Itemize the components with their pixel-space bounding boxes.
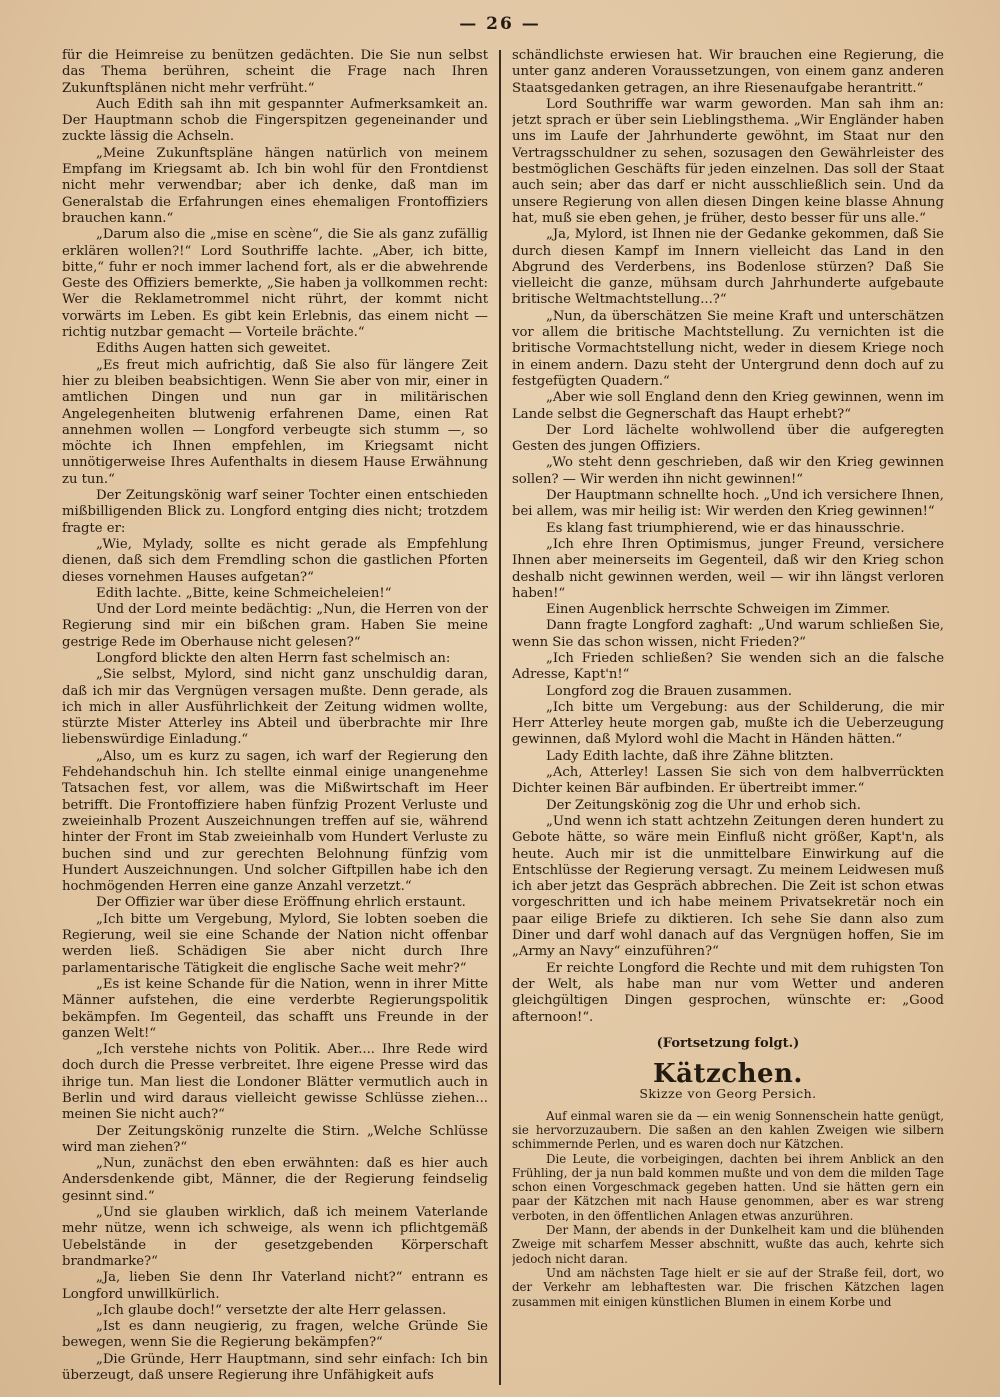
story-body <box>512 1109 944 1309</box>
paragraph: Der Zeitungskönig runzelte die Stirn. „Welche Schlüsse wird man ziehen?“ <box>62 1123 488 1155</box>
paragraph: Er reichte Longford die Rechte und mit dem ruhigsten Ton der Welt, als habe man nur vom Wetter und anderen gleichgültigen Dingen gesprochen, wünschte er: „Good afternoon!“. <box>512 960 944 1025</box>
paragraph: „Ich ehre Ihren Optimismus, junger Freund, versichere Ihnen aber meinerseits im Gegenteil, daß wir den Krieg schon deshalb nicht gewinnen werden, weil — wir ihn längst verloren haben!“ <box>512 536 944 601</box>
paragraph: „Die Gründe, Herr Hauptmann, sind sehr einfach: Ich bin überzeugt, daß unsere Regierung ihre Unfähigkeit aufs <box>62 1351 488 1384</box>
paragraph: „Darum also die „mise en scène“, die Sie als ganz zufällig erklären wollen?!“ Lord Southriffe lachte. „Aber, ich bitte, bitte,“ fuhr er noch immer lachend fort, als er die abwehrende Geste des Offiziers bemerkte, „Sie haben ja vollkommen recht: Wer die Reklametrommel nicht rührt, der kommt nicht vorwärts im Leben. Es gibt kein Erlebnis, das einem nicht — richtig nutzbar gemacht — Vorteile brächte.“ <box>62 227 488 341</box>
paragraph: „Wo steht denn geschrieben, daß wir den Krieg gewinnen sollen? — Wir werden ihn nicht gewinnen!“ <box>512 455 944 487</box>
paragraph: Es klang fast triumphierend, wie er das hinausschrie. <box>546 520 905 536</box>
paragraph: Longford zog die Brauen zusammen. <box>546 683 792 699</box>
paragraph: „Ich bitte um Vergebung, Mylord, Sie lobten soeben die Regierung, weil sie eine Schande der Nation nicht offenbar werden ließ. Schädigen Sie aber nicht durch Ihre parlamentarische Tätigkeit die englische Sache weit mehr?“ <box>62 911 488 976</box>
paragraph: Einen Augenblick herrschte Schweigen im Zimmer. <box>546 602 891 618</box>
paragraph: Lord Southriffe war warm geworden. Man sah ihm an: jetzt sprach er über sein Lieblingsthema. „Wir Engländer haben uns im Laufe der Jahrhunderte gewöhnt, im Staat nur den Vertragsschuldner zu sehen, sozusagen den Gewährleister des bestmöglichen Geschäfts für jeden einzelnen. Das soll der Staat auch sein; aber das darf er nicht ausschließlich sein. Und da unsere Regierung von allen diesen Dingen keine blasse Ahnung hat, muß sie eben gehen, je früher, desto besser für uns alle.“ <box>512 96 944 226</box>
paragraph: Der Offizier war über diese Eröffnung ehrlich erstaunt. <box>96 895 466 911</box>
paragraph: „Sie selbst, Mylord, sind nicht ganz unschuldig daran, daß ich mir das Vergnügen versagen mußte. Denn gerade, als ich mich in aller Ausführlichkeit der Zeitung widmen wollte, stürzte Mister Atterley ins Abteil und überbrachte mir Ihre liebenswürdige Einladung.“ <box>62 667 488 748</box>
paragraph: „Also, um es kurz zu sagen, ich warf der Regierung den Fehdehandschuh hin. Ich stellte einmal einige unangenehme Tatsachen fest, vor allem, was die Mißwirtschaft im Heer betrifft. Die Frontoffiziere haben fünfzig Prozent Verluste und zweieinhalb Prozent Auszeichnungen treffen auf sie, während hinter der Front im Stab zweieinhalb vom Hundert Verluste zu buchen sind und zur gerechten Belohnung fünfzig vom Hundert Auszeichnungen. Und solcher Giftpillen habe ich den hochmögenden Herren eine ganze Anzahl verzetzt.“ <box>62 748 488 895</box>
paragraph: „Es freut mich aufrichtig, daß Sie also für längere Zeit hier zu bleiben beabsichtigen. Wenn Sie aber von mir, einer in amtlichen Dingen und nun gar in militärischen Angelegenheiten blutwenig erfahrenen Dame, einen Rat annehmen wollen — Longford verbeugte sich stumm —, so möchte ich Ihnen empfehlen, im Kriegsamt nicht unnötigerweise Ihres Aufenthalts in diesem Hause Erwähnung zu tun.“ <box>62 357 488 487</box>
paragraph: „Nun, da überschätzen Sie meine Kraft und unterschätzen vor allem die britische Machtstellung. Zu vernichten ist die britische Vormachtstellung nicht, weder in diesem Kriege noch in einem andern. Dazu steht der Untergrund denn doch auf zu festgefügten Quadern.“ <box>512 308 944 389</box>
paragraph: „Meine Zukunftspläne hängen natürlich von meinem Empfang im Kriegsamt ab. Ich bin wohl für den Frontdienst nicht mehr verwendbar; aber ich denke, daß man im Generalstab die Erfahrungen eines ehemaligen Frontoffiziers brauchen kann.“ <box>62 145 488 226</box>
story-section <box>512 1059 944 1309</box>
paragraph: „Ich Frieden schließen? Sie wenden sich an die falsche Adresse, Kapt'n!“ <box>512 650 944 683</box>
paragraph: Longford blickte den alten Herrn fast schelmisch an: <box>96 650 451 666</box>
paragraph: Edith lachte. „Bitte, keine Schmeicheleien!“ <box>96 585 392 601</box>
paragraph: Der Lord lächelte wohlwollend über die aufgeregten Gesten des jungen Offiziers. <box>512 422 944 455</box>
paragraph: Der Hauptmann schnellte hoch. „Und ich versichere Ihnen, bei allem, was mir heilig ist: Wir werden den Krieg gewinnen!“ <box>512 488 944 520</box>
paragraph: „Ich verstehe nichts von Politik. Aber.... Ihre Rede wird doch durch die Presse verbreitet. Ihre eigene Presse wird das ihrige tun. Man liest die Londoner Blätter vermutlich auch in Berlin und wird daraus vielleicht gewisse Schlüsse ziehen... meinen Sie nicht auch?“ <box>62 1042 488 1123</box>
paragraph: Und der Lord meinte bedächtig: „Nun, die Herren von der Regierung sind mir ein bißchen gram. Haben Sie meine gestrige Rede im Oberhause nicht gelesen?“ <box>62 602 488 650</box>
paragraph: „Aber wie soll England denn den Krieg gewinnen, wenn im Lande selbst die Gegnerschaft das Haupt erhebt?“ <box>512 390 944 422</box>
story-paragraph: Die Leute, die vorbeigingen, dachten bei ihrem Anblick an den Frühling, der ja nun bald kommen mußte und von dem die milden Tage schon einen Vorgeschmack gegeben hatten. Und sie hätten gern ein paar der Kätzchen mit nach Hause genommen, aber es war streng verboten, in den öffentlichen Anlagen etwas anzurühren. <box>512 1151 944 1223</box>
paragraph: „Und wenn ich statt achtzehn Zeitungen deren hundert zu Gebote hätte, so wäre mein Einfluß nicht größer, Kapt'n, als heute. Auch mir ist die unmittelbare Einwirkung auf die Entschlüsse der Regierung versagt. Zu meinem Leidwesen muß ich aber jetzt das Gespräch abbrechen. Die Zeit ist schon etwas vorgeschritten und ich habe meinem Privatsekretär noch ein paar eilige Briefe zu diktieren. Ich sehe Sie dann also zum Diner und darf wohl danach auf das Vergnügen hoffen, Sie im „Army an Navy“ einzuführen?“ <box>512 813 944 960</box>
story-byline: Skizze von Georg Persich. <box>639 1086 817 1102</box>
paragraph: Auch Edith sah ihn mit gespannter Aufmerksamkeit an. Der Hauptmann schob die Fingerspitzen gegeneinander und zuckte lässig die Achseln. <box>62 96 488 145</box>
paragraph: „Es ist keine Schande für die Nation, wenn in ihrer Mitte Männer aufstehen, die eine verderbte Regierungspolitik bekämpfen. Im Gegenteil, das schafft uns Freunde in der ganzen Welt!“ <box>62 976 488 1041</box>
paragraph: Der Zeitungskönig warf seiner Tochter einen entschieden mißbilligenden Blick zu. Longford entging dies nicht; trotzdem fragte er: <box>62 488 488 536</box>
story-paragraph: Und am nächsten Tage hielt er sie auf der Straße feil, dort, wo der Verkehr am lebhaftesten war. Die frischen Kätzchen lagen zusammen mit einigen künstlichen Blumen in einem Korbe und <box>512 1265 944 1309</box>
story-paragraph: Auf einmal waren sie da — ein wenig Sonnenschein hatte genügt, sie hervorzuzaubern. Die saßen an den kahlen Zweigen wie silbern schimmernde Perlen, und es waren doch nur Kätzchen. <box>512 1108 944 1152</box>
paragraph: „Wie, Mylady, sollte es nicht gerade als Empfehlung dienen, daß sich dem Fremdling schon die gastlichen Pforten dieses vornehmen Hauses aufgetan?“ <box>62 536 488 585</box>
column-rule <box>499 50 501 1385</box>
story-title: Kätzchen. <box>653 1059 803 1090</box>
paragraph: „Nun, zunächst den eben erwähnten: daß es hier auch Andersdenkende gibt, Männer, die der Regierung feindselig gesinnt sind.“ <box>62 1156 488 1204</box>
paragraph: Lady Edith lachte, daß ihre Zähne blitzten. <box>546 748 834 764</box>
paragraph: „Ich glaube doch!“ versetzte der alte Herr gelassen. <box>96 1302 447 1318</box>
left-column <box>62 48 488 1388</box>
paragraph: Der Zeitungskönig zog die Uhr und erhob sich. <box>546 797 861 813</box>
paragraph: „Ist es dann neugierig, zu fragen, welche Gründe Sie bewegen, wenn Sie die Regierung bekämpfen?“ <box>62 1319 488 1351</box>
page-number: — 26 — <box>459 14 541 34</box>
right-column <box>512 48 944 1388</box>
paragraph: „Und sie glauben wirklich, daß ich meinem Vaterlande mehr nütze, wenn ich schweige, als wenn ich pflichtgemäß Uebelstände in der gesetzgebenden Körperschaft brandmarke?“ <box>62 1205 488 1269</box>
paragraph: für die Heimreise zu benützen gedächten. Die Sie nun selbst das Thema berühren, scheint die Frage nach Ihren Zukunftsplänen nicht mehr verfrüht.“ <box>62 48 488 96</box>
paragraph: schändlichste erwiesen hat. Wir brauchen eine Regierung, die unter ganz anderen Voraussetzungen, von einem ganz anderen Staatsgedanken getragen, an ihre Riesenaufgabe herantritt.“ <box>512 48 944 96</box>
serial-continuation <box>512 48 944 1026</box>
paragraph: Dann fragte Longford zaghaft: „Und warum schließen Sie, wenn Sie das schon wissen, nicht Frieden?“ <box>512 618 944 650</box>
paragraph: „Ich bitte um Vergebung: aus der Schilderung, die mir Herr Atterley heute morgen gab, mußte ich die Ueberzeugung gewinnen, daß Mylord wohl die Macht in Händen hätten.“ <box>512 699 944 748</box>
story-paragraph: Der Mann, der abends in der Dunkelheit kam und die blühenden Zweige mit scharfem Messer abschnitt, wußte das auch, kehrte sich jedoch nicht daran. <box>512 1223 944 1266</box>
paragraph: „Ja, Mylord, ist Ihnen nie der Gedanke gekommen, daß Sie durch diesen Kampf im Innern vielleicht das Land in den Abgrund des Verderbens, ins Bodenlose stürzen? Daß Sie vielleicht die ganze, mühsam durch Jahrhunderte aufgebaute britische Weltmachtstellung...?“ <box>512 227 944 308</box>
continuation-note: (Fortsetzung folgt.) <box>656 1035 800 1051</box>
paragraph: „Ach, Atterley! Lassen Sie sich von dem halbverrückten Dichter keinen Bär aufbinden. Er übertreibt immer.“ <box>512 765 944 797</box>
paragraph: Ediths Augen hatten sich geweitet. <box>96 341 331 357</box>
paragraph: „Ja, lieben Sie denn Ihr Vaterland nicht?“ entrann es Longford unwillkürlich. <box>62 1270 488 1302</box>
